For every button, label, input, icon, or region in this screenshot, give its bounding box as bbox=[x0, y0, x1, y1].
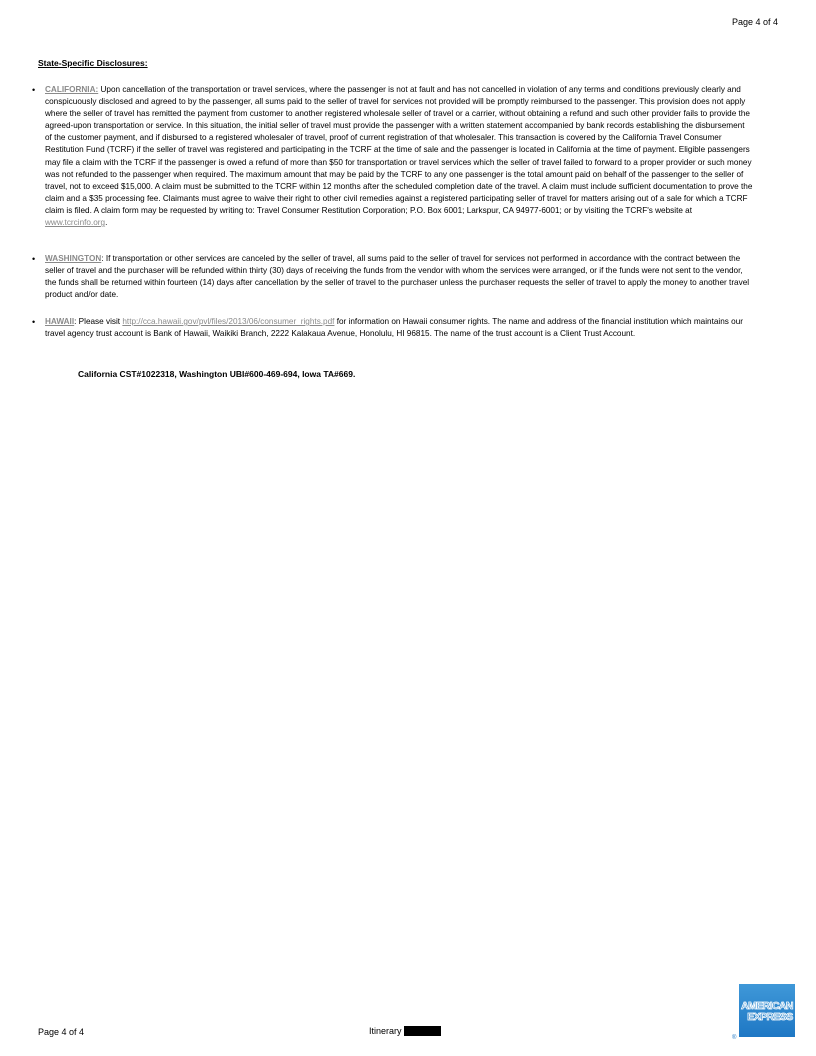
tcrf-website-link[interactable]: www.tcrcinfo.org bbox=[45, 218, 106, 228]
logo-line-1: AMERICAN bbox=[741, 1000, 793, 1012]
redacted-itinerary-number bbox=[404, 1026, 441, 1036]
itinerary-text: Itinerary bbox=[369, 1026, 402, 1036]
license-numbers: California CST#1022318, Washington UBI#600-469-694, Iowa TA#669. bbox=[78, 369, 356, 379]
page-number-top: Page 4 of 4 bbox=[731, 17, 778, 27]
american-express-logo bbox=[739, 984, 795, 1037]
state-link-washington[interactable]: WASHINGTON bbox=[45, 254, 102, 263]
disclosure-text-end: . bbox=[105, 218, 108, 228]
section-title: State-Specific Disclosures: bbox=[38, 58, 148, 68]
disclosure-text-end: for information on Hawaii consumer rights. The name and address of the financial institution which maintains our travel agency trust account is Bank of Hawaii, Waikiki Branch, 2222 Kalakaua Avenue, Honolulu, HI 96815. The name of the trust account is a Client Trust Account. bbox=[45, 317, 743, 339]
state-link-hawaii[interactable]: HAWAII bbox=[45, 317, 75, 326]
registered-mark: ® bbox=[732, 1035, 737, 1041]
amex-logo-icon bbox=[739, 984, 795, 1037]
disclosure-california bbox=[32, 84, 753, 229]
disclosure-hawaii bbox=[32, 316, 753, 340]
disclosure-washington bbox=[32, 253, 753, 301]
disclosure-text: : Please visit bbox=[74, 317, 123, 326]
disclosure-text: : If transportation or other services are canceled by the seller of travel, all sums paid to the seller of travel for services not performed in accordance with the contract between the seller of travel and the purchaser will be refunded within thirty (30) days of receiving the funds from the vendor with whom the services were arranged, or if the funds were not sent to the vendor, the funds shall be returned within fourteen (14) days after cancellation by the seller of travel to the purchaser unless the purchaser requests the seller of travel to apply the money to another travel product and/or date. bbox=[45, 254, 750, 300]
logo-line-2: EXPRESS bbox=[747, 1011, 793, 1023]
page-number-footer: Page 4 of 4 bbox=[38, 1027, 85, 1037]
bullet-icon: • bbox=[32, 85, 36, 95]
bullet-icon: • bbox=[32, 254, 36, 264]
disclosure-text: Upon cancellation of the transportation or travel services, where the passenger is not at fault and has not cancelled in violation of any terms and conditions previously clearly and conspicuously disclosed and agreed to by the passenger, all sums paid to the seller of travel for services not provided will be promptly reimbursed to the passenger. This provision does not apply where the seller of travel has remitted the payment from customer to another registered wholesale seller of travel or a carrier, without obtaining a refund and such other provider fails to provide the agreed-upon transportation or service. In this situation, the initial seller of travel must provide the passenger with a written statement accompanied by bank records establishing the disbursement of the customer payment, and if disbursed to a registered wholesaler of travel, proof of current registration of that wholesaler. This transaction is covered by the California Travel Consumer Restitution Fund (TCRF) if the seller of travel was registered and participating in the TCRF at the time of sale and the passenger is located in California at the time of payment. Eligible passengers may file a claim with the TCRF if the passenger is owed a refund of more than $50 for transportation or travel services which the seller of travel failed to forward to a proper provider or such money was not refunded to the passenger when required. The maximum amount that may be paid by the TCRF to any one passenger is the total amount paid on behalf of the passenger to the seller of travel, not to exceed $15,000. A claim must be submitted to the TCRF within 12 months after the scheduled completion date of the travel. A claim must include sufficient documentation to prove the claim and a $35 processing fee. Claimants must agree to waive their right to other civil remedies against a registered participating seller of travel for matters arising out of a sale for which a TCRF claim is filed. A claim form may be requested by writing to: Travel Consumer Restitution Corporation; P.O. Box 6001; Larkspur, CA 94977-6001; or by visiting the TCRF's website at bbox=[45, 85, 753, 215]
hawaii-consumer-rights-link[interactable]: http://cca.hawaii.gov/pvl/files/2013/06/consumer_rights.pdf bbox=[122, 317, 335, 326]
bullet-icon: • bbox=[32, 317, 36, 327]
itinerary-label bbox=[369, 1025, 441, 1037]
state-link-california[interactable]: CALIFORNIA: bbox=[45, 85, 99, 94]
